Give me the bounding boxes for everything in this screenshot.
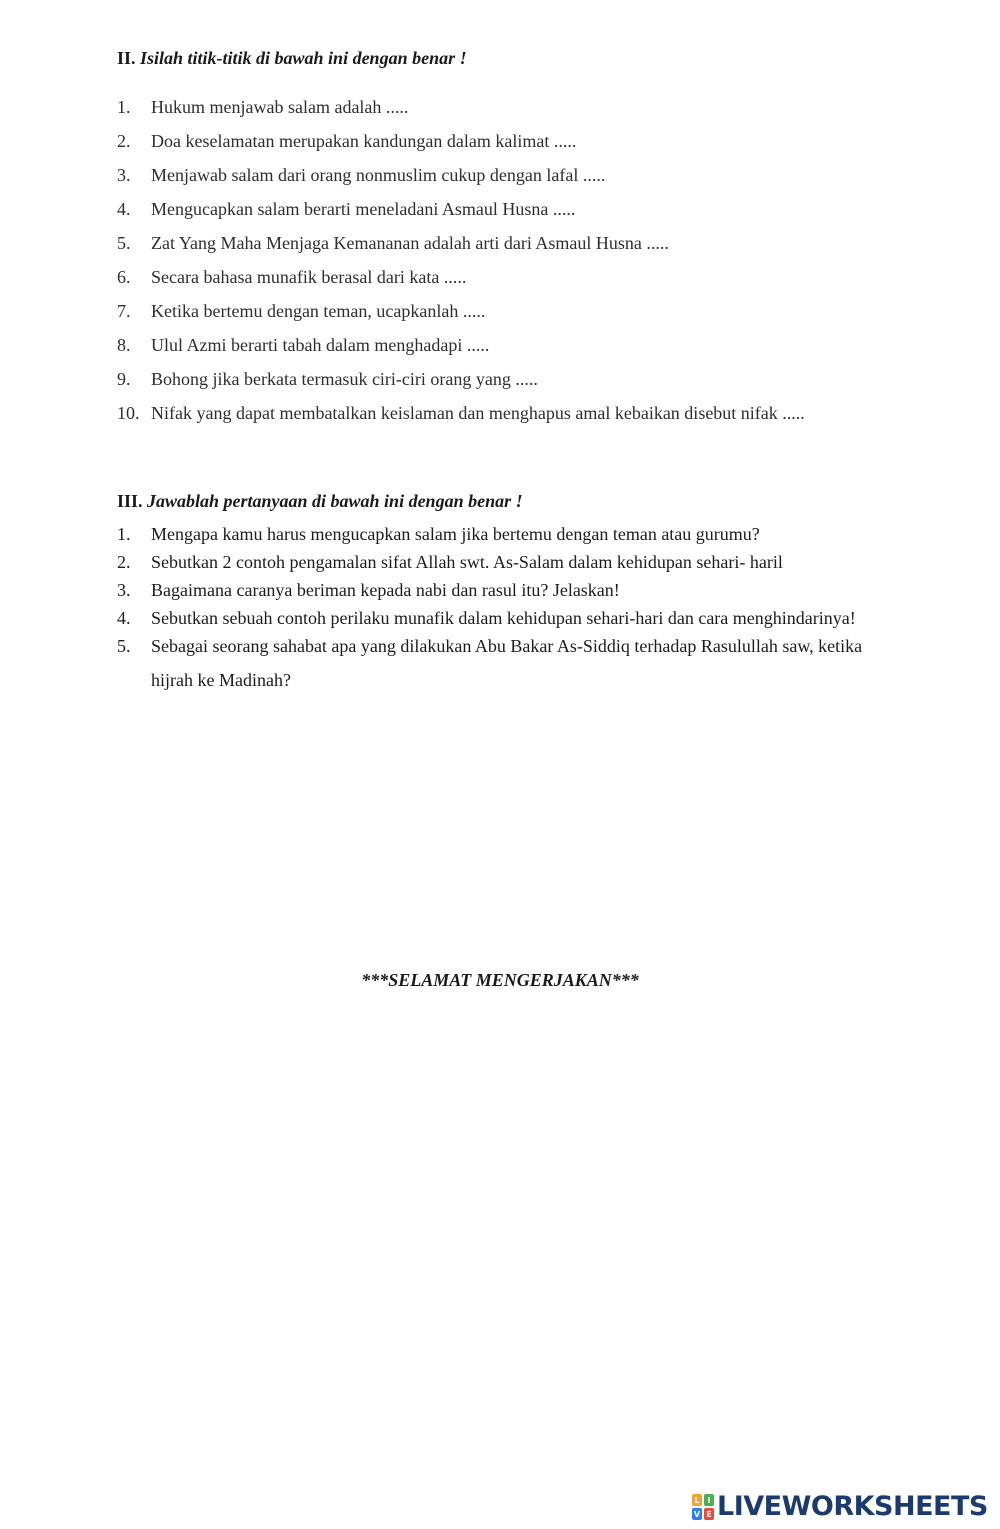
list-item xyxy=(0,629,896,697)
item-number: 4. xyxy=(117,199,131,219)
item-number: 6. xyxy=(117,267,131,287)
liveworksheets-brand xyxy=(692,1491,988,1523)
item-text: Sebutkan sebuah contoh perilaku munafik dalam kehidupan sehari-hari dan cara menghindarinya! xyxy=(151,608,856,628)
section-2-heading xyxy=(117,47,467,69)
section-3-instruction: Jawablah pertanyaan di bawah ini dengan benar ! xyxy=(147,491,523,511)
liveworksheets-logo-icon xyxy=(692,1494,714,1520)
item-number: 1. xyxy=(117,97,131,117)
list-item xyxy=(0,164,896,198)
item-text: Bohong jika berkata termasuk ciri-ciri orang yang ..... xyxy=(151,369,538,389)
item-number: 8. xyxy=(117,335,131,355)
item-number: 9. xyxy=(117,369,131,389)
item-number: 10. xyxy=(117,403,140,423)
item-text: Doa keselamatan merupakan kandungan dalam kalimat ..... xyxy=(151,131,577,151)
item-text: Bagaimana caranya beriman kepada nabi dan rasul itu? Jelaskan! xyxy=(151,580,620,600)
item-number: 1. xyxy=(117,524,131,544)
list-item xyxy=(0,266,896,300)
list-item xyxy=(0,232,896,266)
item-number: 5. xyxy=(117,636,131,656)
svg-text:V: V xyxy=(693,1510,701,1519)
item-text: Mengapa kamu harus mengucapkan salam jika bertemu dengan teman atau gurumu? xyxy=(151,524,760,544)
section-2-instruction: Isilah titik-titik di bawah ini dengan benar ! xyxy=(140,48,467,68)
item-text: Zat Yang Maha Menjaga Kemananan adalah arti dari Asmaul Husna ..... xyxy=(151,233,669,253)
item-number: 2. xyxy=(117,552,131,572)
section-3-number: III. xyxy=(117,491,143,511)
item-number: 4. xyxy=(117,608,131,628)
list-item xyxy=(0,198,896,232)
list-item xyxy=(0,96,896,130)
svg-text:L: L xyxy=(694,1496,700,1505)
list-item xyxy=(0,368,896,402)
list-item xyxy=(0,300,896,334)
item-text: Hukum menjawab salam adalah ..... xyxy=(151,97,409,117)
svg-text:E: E xyxy=(706,1510,712,1519)
section-3-list xyxy=(0,517,896,697)
list-item xyxy=(0,130,896,164)
item-text: Nifak yang dapat membatalkan keislaman dan menghapus amal kebaikan disebut nifak ..... xyxy=(151,403,805,423)
item-text: Ketika bertemu dengan teman, ucapkanlah ..... xyxy=(151,301,486,321)
list-item xyxy=(0,402,896,436)
section-2-list xyxy=(0,96,896,436)
item-text: Menjawab salam dari orang nonmuslim cukup dengan lafal ..... xyxy=(151,165,606,185)
item-text: Secara bahasa munafik berasal dari kata ..... xyxy=(151,267,467,287)
section-3-heading xyxy=(117,490,523,512)
closing-message: ***SELAMAT MENGERJAKAN*** xyxy=(361,970,639,990)
section-2-number: II. xyxy=(117,48,136,68)
brand-name: LIVEWORKSHEETS xyxy=(717,1491,988,1522)
item-number: 5. xyxy=(117,233,131,253)
item-text: Sebagai seorang sahabat apa yang dilakukan Abu Bakar As-Siddiq terhadap Rasulullah saw, ketika hijrah ke Madinah? xyxy=(151,636,863,690)
item-number: 3. xyxy=(117,580,131,600)
item-number: 3. xyxy=(117,165,131,185)
item-text: Sebutkan 2 contoh pengamalan sifat Allah swt. As-Salam dalam kehidupan sehari- haril xyxy=(151,552,783,572)
item-text: Mengucapkan salam berarti meneladani Asmaul Husna ..... xyxy=(151,199,576,219)
item-number: 2. xyxy=(117,131,131,151)
item-number: 7. xyxy=(117,301,131,321)
svg-text:I: I xyxy=(707,1496,711,1505)
list-item xyxy=(0,334,896,368)
item-text: Ulul Azmi berarti tabah dalam menghadapi ..... xyxy=(151,335,490,355)
